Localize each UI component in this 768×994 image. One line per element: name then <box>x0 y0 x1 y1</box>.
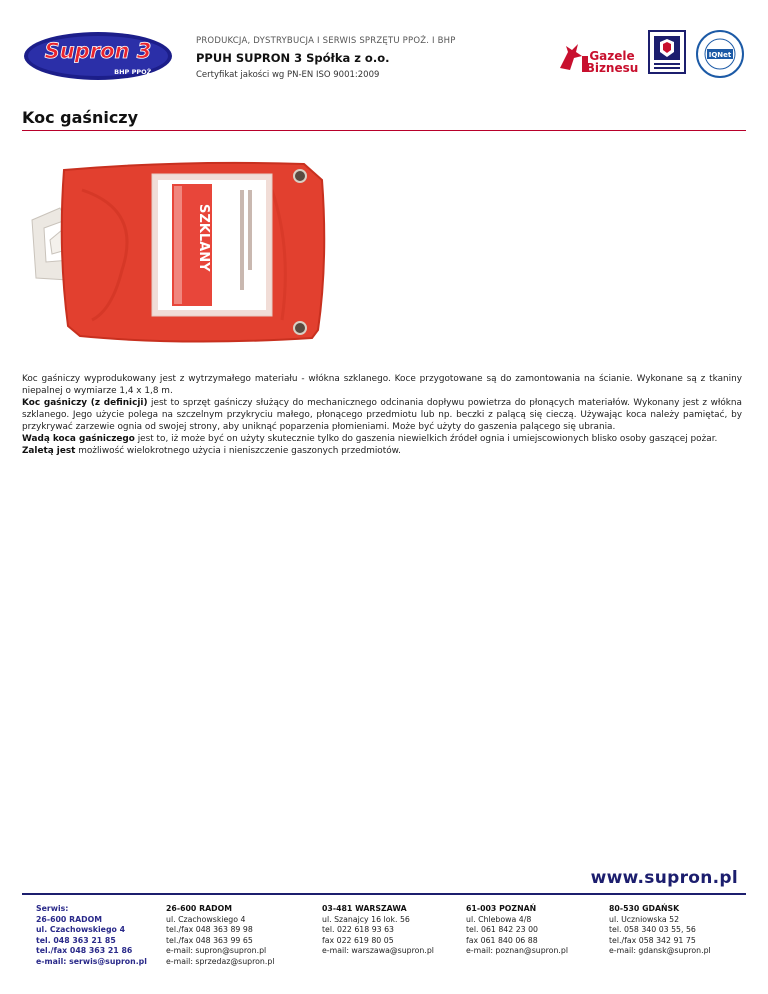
tagline: PRODUKCJA, DYSTRYBUCJA I SERWIS SPRZĘTU PPOŻ. I BHP <box>196 36 456 46</box>
footer-column-radom: 26-600 RADOM ul. Czachowskiego 4 tel./fax 048 363 89 98 tel./fax 048 363 99 65 e-mail: supron@supron.pl e-mail: sprzedaz@supron.pl <box>166 904 302 967</box>
advantage-term: Zaletą jest <box>22 446 76 456</box>
description-paragraph: Koc gaśniczy wyprodukowany jest z wytrzymałego materiału - włókna szklanego. Koce przygotowane są do zamontowania na ścianie. Wykonane są z tkaniny niepalnej o wymiarze 1,4 x 1,8 m. <box>22 374 742 396</box>
footer-divider <box>22 893 746 895</box>
product-description <box>22 373 742 457</box>
description-paragraph: Wadą koca gaśniczego jest to, iż może być on użyty skutecznie tylko do gaszenia niewielkich źródeł ognia i umiejscowionych blisko osoby gaszącej pożar. <box>22 434 718 444</box>
label-text-line1: KOC GAŚNICZY <box>214 190 229 299</box>
branch-heading: 03-481 WARSZAWA <box>322 904 407 913</box>
certification-badge-icon <box>648 30 686 74</box>
title-divider <box>22 130 746 131</box>
email-link[interactable]: e-mail: poznan@supron.pl <box>466 946 568 955</box>
email-link[interactable]: e-mail: warszawa@supron.pl <box>322 946 434 955</box>
gazele-biznesu-logo <box>556 38 640 76</box>
disadvantage-term: Wadą koca gaśniczego <box>22 434 135 444</box>
description-paragraph: Zaletą jest możliwość wielokrotnego użycia i nieniszczenie gaszonych przedmiotów. <box>22 446 401 456</box>
gazele-word: Gazele <box>589 49 635 63</box>
footer-column-gdansk: 80-530 GDAŃSK ul. Uczniowska 52 tel. 058 340 03 55, 56 tel./fax 058 342 91 75 e-mail: gdansk@supron.pl <box>609 904 745 957</box>
branch-heading: 61-003 POZNAŃ <box>466 904 537 913</box>
grommet-icon <box>294 322 306 334</box>
supron-logo[interactable] <box>22 30 174 82</box>
fire-blanket-image <box>22 150 332 350</box>
logo-subtext: BHP PPOŻ. <box>114 68 154 76</box>
page-title: Koc gaśniczy <box>22 108 139 127</box>
page-header <box>0 0 768 100</box>
website-link[interactable]: www.supron.pl <box>590 868 738 888</box>
footer-column-serwis: Serwis: 26-600 RADOM ul. Czachowskiego 4 tel. 048 363 21 85 tel./fax 048 363 21 86 e-mail: serwis@supron.pl <box>36 904 172 967</box>
biznesu-word: Biznesu <box>585 61 639 75</box>
email-link[interactable]: e-mail: supron@supron.pl <box>166 946 267 955</box>
grommet-icon <box>294 170 306 182</box>
branch-heading: 80-530 GDAŃSK <box>609 904 680 913</box>
label-text-line2: SZKLANY <box>196 204 211 272</box>
footer-column-poznan: 61-003 POZNAŃ ul. Chlebowa 4/8 tel. 061 842 23 00 fax 061 840 06 88 e-mail: poznan@supron.pl <box>466 904 602 957</box>
description-paragraph: Koc gaśniczy (z definicji) jest to sprzęt gaśniczy służący do mechanicznego odcinania dopływu powietrza do płonących materiałów. Wykonany jest z włókna szklanego. Jego użycie polega na szczelnym przykryciu małego, płonącego przedmiotu lub np. beczki z palącą się cieczą. Używając koca należy pamiętać, by przykrywać zarzewie ognia od swojej strony, aby uniknąć poparzenia płomieniami. Może być użyty do gaszenia palącego się ubrania. <box>22 398 742 432</box>
footer-column-warszawa: 03-481 WARSZAWA ul. Szanajcy 16 lok. 56 tel. 022 618 93 63 fax 022 619 80 05 e-mail: warszawa@supron.pl <box>322 904 458 957</box>
gazelle-icon <box>560 44 582 70</box>
iqnet-certified-icon <box>696 30 744 78</box>
iqnet-label: IQNet <box>708 51 732 59</box>
company-info <box>196 36 456 80</box>
email-link[interactable]: e-mail: serwis@supron.pl <box>36 956 147 966</box>
certificate-text: Certyfikat jakości wg PN-EN ISO 9001:2009 <box>196 70 380 80</box>
email-link[interactable]: e-mail: gdansk@supron.pl <box>609 946 711 955</box>
company-name: PPUH SUPRON 3 Spółka z o.o. <box>196 51 390 65</box>
branch-heading: 26-600 RADOM <box>166 904 232 913</box>
definition-term: Koc gaśniczy (z definicji) <box>22 398 148 408</box>
email-link[interactable]: e-mail: sprzedaz@supron.pl <box>166 956 275 966</box>
logo-text: Supron 3 <box>44 39 152 63</box>
footer-contacts <box>36 904 736 984</box>
